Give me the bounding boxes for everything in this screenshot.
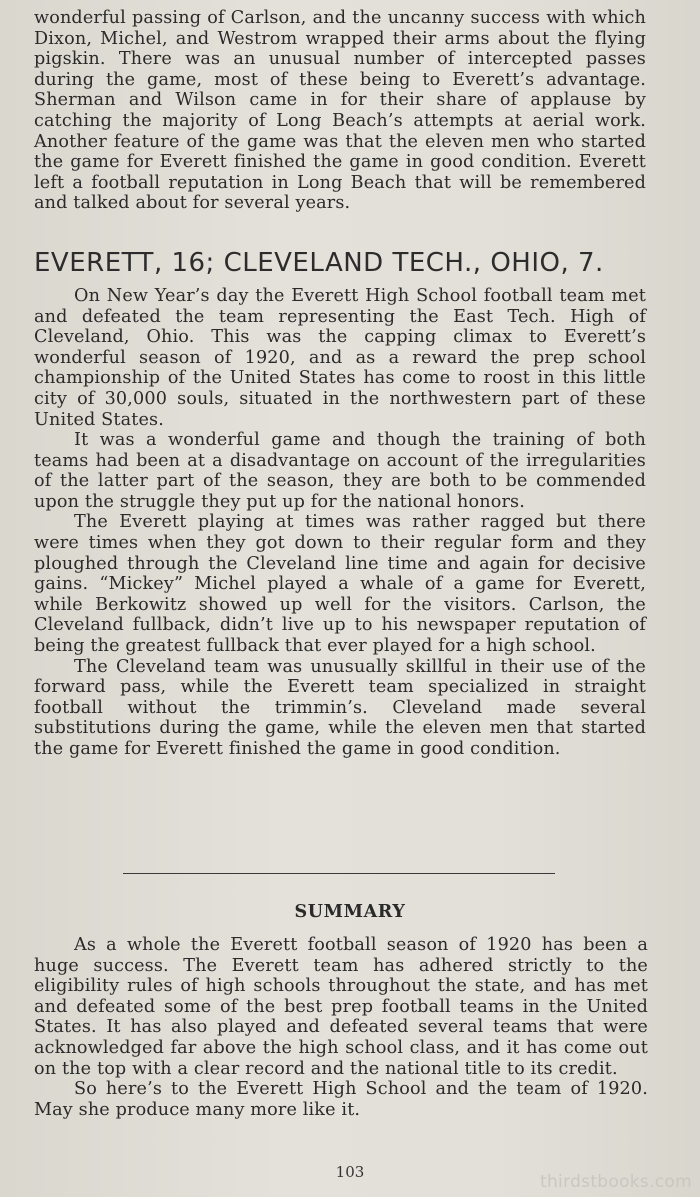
main-text-column xyxy=(34,8,646,760)
section-divider xyxy=(123,873,555,874)
watermark: thirdstbooks.com xyxy=(540,1172,692,1192)
summary-heading: SUMMARY xyxy=(294,902,406,922)
intro-paragraph: wonderful passing of Carlson, and the uncanny success with which Dixon, Michel, and Westrom wrapped their arms about the flying pigskin. There was an unusual number of intercepted passes during the game, most of these being to Everett’s advantage. Sherman and Wilson came in for their share of applause by catching the majority of Long Beach’s attempts at aerial work. Another feature of the game was that the eleven men who started the game for Everett finished the game in good condition. Everett left a football reputation in Long Beach that will be remembered and talked about for several years. xyxy=(34,8,646,214)
game-paragraph: The Cleveland team was unusually skillful in their use of the forward pass, while the Everett team specialized in straight football without the trimmin’s. Cleveland made several substitutions during the game, while the eleven men that started the game for Everett finished the game in good condition. xyxy=(34,656,646,759)
summary-paragraph: So here’s to the Everett High School and the team of 1920. May she produce many more like it. xyxy=(34,1079,648,1120)
summary-paragraph: As a whole the Everett football season of 1920 has been a huge success. The Everett team has adhered strictly to the eligibility rules of high schools throughout the state, and has met and defeated some of the best prep football teams in the United States. It has also played and defeated several teams that were acknowledged far above the high school class, and it has come out on the top with a clear record and the national title to its credit. xyxy=(34,935,648,1079)
game-paragraph: It was a wonderful game and though the training of both teams had been at a disadvantage on account of the irregularities of the latter part of the season, they are both to be commended upon the struggle they put up for the national honors. xyxy=(34,430,646,512)
page-number: 103 xyxy=(335,1163,365,1181)
game-result-heading: EVERETT, 16; CLEVELAND TECH., OHIO, 7. xyxy=(34,247,604,278)
summary-text-column xyxy=(34,935,648,1120)
game-paragraph: On New Year’s day the Everett High School football team met and defeated the team representing the East Tech. High of Cleveland, Ohio. This was the capping climax to Everett’s wonderful season of 1920, and as a reward the prep school championship of the United States has come to roost in this little city of 30,000 souls, situated in the northwestern part of these United States. xyxy=(34,285,646,430)
game-paragraph: The Everett playing at times was rather ragged but there were times when they got down to their regular form and they ploughed through the Cleveland line time and again for decisive gains. “Mickey” Michel played a whale of a game for Everett, while Berkowitz showed up well for the visitors. Carlson, the Cleveland fullback, didn’t live up to his newspaper reputation of being the greatest fullback that ever played for a high school. xyxy=(34,512,646,657)
